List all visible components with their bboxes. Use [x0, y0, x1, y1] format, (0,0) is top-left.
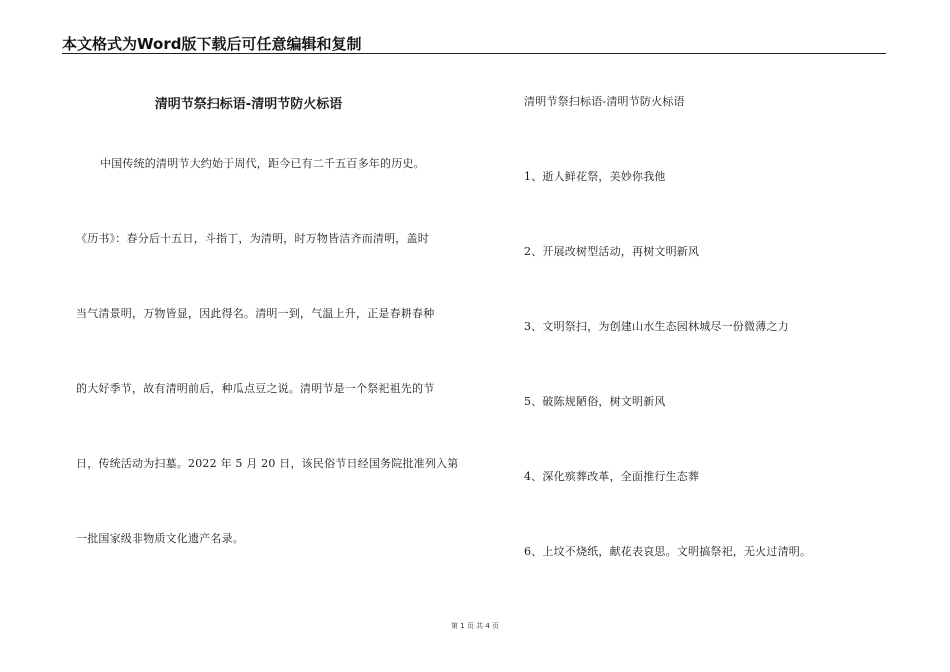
left-column [76, 0, 471, 672]
body-line: 的大好季节，故有清明前后，种瓜点豆之说。清明节是一个祭祀祖先的节 [76, 382, 435, 395]
slogan-item: 6、上坟不烧纸，献花表哀思。文明搞祭祀，无火过清明。 [524, 545, 812, 558]
slogan-item: 2、开展改树型活动，再树文明新风 [524, 245, 700, 258]
body-line: 中国传统的清明节大约始于周代，距今已有二千五百多年的历史。 [100, 157, 425, 170]
body-line: 《历书》：春分后十五日，斗指丁，为清明，时万物皆洁齐而清明，盖时 [76, 232, 429, 245]
body-line: 当气清景明，万物皆显，因此得名。清明一到，气温上升，正是春耕春种 [76, 307, 435, 320]
body-line: 一批国家级非物质文化遗产名录。 [76, 532, 244, 545]
right-column [524, 0, 884, 672]
slogan-item: 5、破陈规陋俗，树文明新风 [524, 395, 666, 408]
slogan-item: 1、逝人鲜花祭，美妙你我他 [524, 170, 666, 183]
slogan-item: 4、深化殡葬改革，全面推行生态葬 [524, 470, 700, 483]
document-header: 本文格式为Word版下载后可任意编辑和复制 [62, 35, 362, 53]
page-number: 第 1 页 共 4 页 [450, 622, 500, 630]
right-title: 清明节祭扫标语-清明节防火标语 [524, 95, 685, 108]
document-title: 清明节祭扫标语-清明节防火标语 [154, 97, 343, 112]
body-line: 日，传统活动为扫墓。2022 年 5 月 20 日，该民俗节日经国务院批准列入第 [76, 457, 459, 470]
slogan-item: 3、文明祭扫，为创建山水生态园林城尽一份微薄之力 [524, 320, 789, 333]
